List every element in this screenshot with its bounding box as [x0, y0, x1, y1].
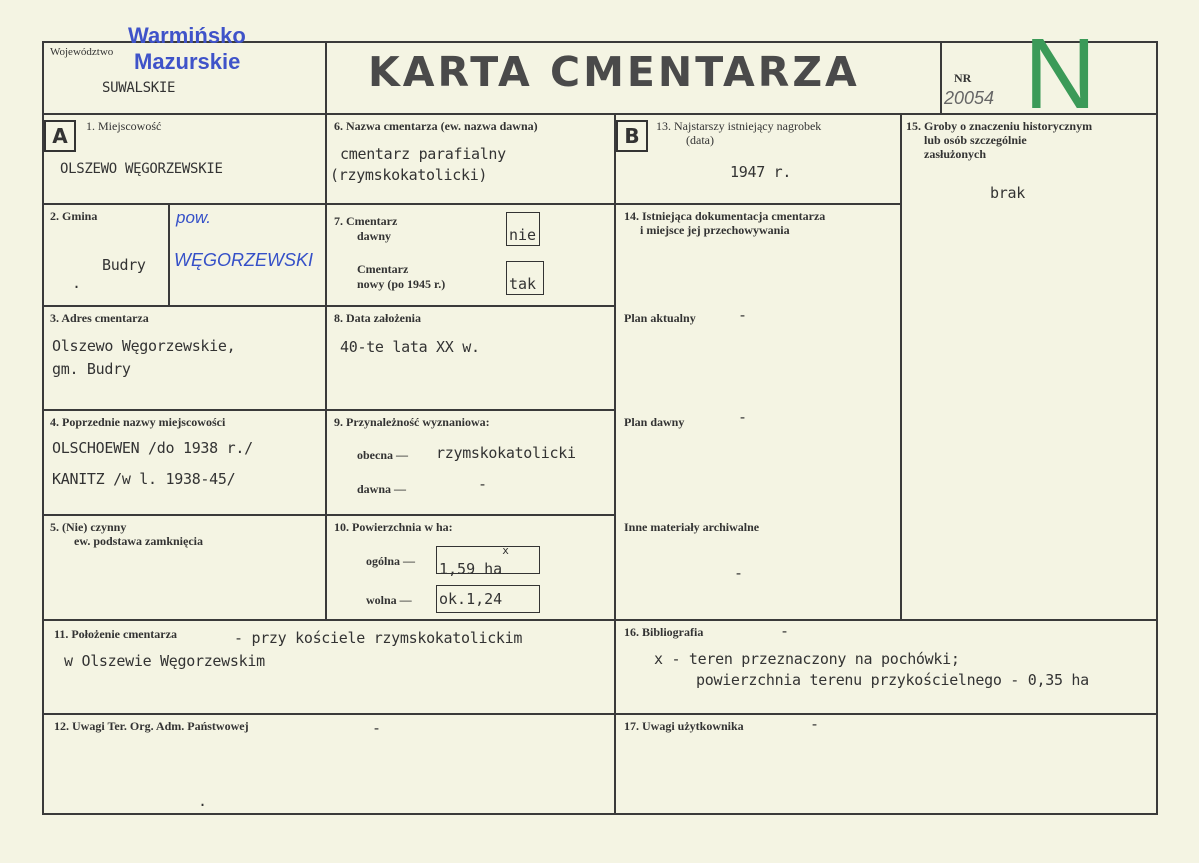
plan-dawny-value: - [738, 408, 747, 426]
field-9-dawna-value: - [478, 475, 487, 493]
field-7-nowy-label-1: Cmentarz [357, 262, 409, 276]
field-13-label-line1: 13. Najstarszy istniejący nagrobek [656, 119, 822, 133]
field-7-dawny-label-1: 7. Cmentarz [334, 214, 398, 228]
stamp-line2: Mazurskie [134, 49, 241, 74]
stamp-line1: Warmińsko [128, 23, 246, 48]
field-4-line1: OLSCHOEWEN /do 1938 r./ [52, 439, 253, 457]
field-14-label-line2: i miejsce jej przechowywania [640, 223, 790, 237]
inne-materialy-value: - [734, 564, 743, 582]
nr-letter: N [1024, 18, 1097, 130]
plan-dawny-label: Plan dawny [624, 415, 685, 429]
field-2-hand-line1: pow. [176, 208, 211, 227]
field-11-label: 11. Położenie cmentarza [54, 627, 177, 641]
field-2-value: Budry [102, 256, 146, 274]
field-5-label-line1: 5. (Nie) czynny [50, 520, 127, 534]
field-13-label-line2: (data) [686, 133, 714, 147]
border-left [42, 41, 44, 815]
field-2-dot: . [72, 274, 81, 292]
wojewodztwo-value: SUWALSKIE [102, 80, 176, 96]
field-9-obecna-label: obecna — [357, 448, 408, 462]
line-row5 [42, 619, 1158, 621]
line-row1-left [42, 203, 614, 205]
border-bottom [42, 813, 1158, 815]
field-10-ogolna-label: ogólna — [366, 554, 416, 568]
field-10-wolna-label: wolna — [366, 593, 412, 607]
field-1-label: 1. Miejscowość [86, 119, 162, 133]
inne-materialy-label: Inne materiały archiwalne [624, 520, 760, 534]
field-7-dawny-value: nie [506, 212, 540, 246]
field-17-label: 17. Uwagi użytkownika [624, 719, 744, 733]
field-4-line2: KANITZ /w l. 1938-45/ [52, 470, 236, 488]
line-col-title-left [325, 41, 327, 621]
section-a-letter: A [44, 120, 76, 152]
field-5-label-line2: ew. podstawa zamknięcia [74, 534, 203, 548]
field-6-line2: (rzymskokatolicki) [330, 166, 488, 184]
field-10-ogolna-text: 1,59 ha [439, 560, 503, 578]
field-7-nowy-value: tak [506, 261, 544, 295]
field-2-label: 2. Gmina [50, 209, 98, 223]
field-8-value: 40-te lata XX w. [340, 338, 480, 356]
field-15-label-line1: 15. Groby o znaczeniu historycznym [906, 119, 1093, 133]
field-16-line2: powierzchnia terenu przykościelnego - 0,35 ha [696, 671, 1089, 689]
field-16-label: 16. Bibliografia [624, 625, 704, 639]
field-16-line1: x - teren przeznaczony na pochówki; [654, 650, 960, 668]
field-11-line2: w Olszewie Węgorzewskim [64, 652, 265, 670]
field-12-dot: . [198, 792, 207, 810]
line-col-nr [940, 41, 942, 114]
field-17-value: - [810, 715, 819, 733]
plan-aktualny-value: - [738, 306, 747, 324]
line-row3 [42, 409, 614, 411]
line-row1-mid [614, 203, 902, 205]
field-16-dash: - [780, 622, 789, 640]
field-4-label: 4. Poprzednie nazwy miejscowości [50, 415, 226, 429]
field-10-ogolna-value [436, 544, 540, 578]
field-10-wolna-value: ok.1,24 [436, 585, 540, 613]
line-col-mid [614, 113, 616, 815]
field-3-label: 3. Adres cmentarza [50, 311, 149, 325]
field-7-dawny-label-2: dawny [357, 229, 392, 243]
plan-aktualny-label: Plan aktualny [624, 311, 696, 325]
field-3-line1: Olszewo Węgorzewskie, [52, 337, 236, 355]
field-9-obecna-value: rzymskokatolicki [436, 444, 576, 462]
field-15-value: brak [990, 184, 1025, 202]
field-6-line1: cmentarz parafialny [340, 145, 506, 163]
page-title: KARTA CMENTARZA [368, 48, 860, 96]
field-9-label: 9. Przynależność wyznaniowa: [334, 415, 490, 429]
field-12-label: 12. Uwagi Ter. Org. Adm. Państwowej [54, 719, 249, 733]
field-11-line1: - przy kościele rzymskokatolickim [234, 629, 523, 647]
nr-label: NR [954, 71, 972, 85]
field-7-nowy-label-2: nowy (po 1945 r.) [357, 277, 446, 291]
line-row2 [42, 305, 614, 307]
field-10-label: 10. Powierzchnia w ha: [334, 520, 453, 534]
field-15-label-line2: lub osób szczególnie [924, 133, 1027, 147]
field-1-value: OLSZEWO WĘGORZEWSKIE [60, 161, 223, 177]
field-9-dawna-label: dawna — [357, 482, 407, 496]
field-8-label: 8. Data założenia [334, 311, 421, 325]
line-gmina-split [168, 203, 170, 306]
field-13-value: 1947 r. [730, 163, 792, 181]
nr-handwritten: 20054 [944, 88, 995, 108]
wojewodztwo-label: Województwo [50, 46, 114, 58]
field-3-line2: gm. Budry [52, 360, 131, 378]
line-header-bottom [42, 113, 1158, 115]
line-row4 [42, 514, 614, 516]
field-2-hand-line2: WĘGORZEWSKI [174, 250, 313, 270]
border-right [1156, 41, 1158, 815]
field-10-ogolna-sup: x [502, 544, 509, 557]
field-6-label: 6. Nazwa cmentarza (ew. nazwa dawna) [334, 119, 538, 133]
line-row6 [42, 713, 1158, 715]
section-b-letter: B [616, 120, 648, 152]
line-col-15 [900, 113, 902, 621]
field-15-label-line3: zasłużonych [924, 147, 987, 161]
field-12-value: - [372, 719, 381, 737]
field-14-label-line1: 14. Istniejąca dokumentacja cmentarza [624, 209, 826, 223]
